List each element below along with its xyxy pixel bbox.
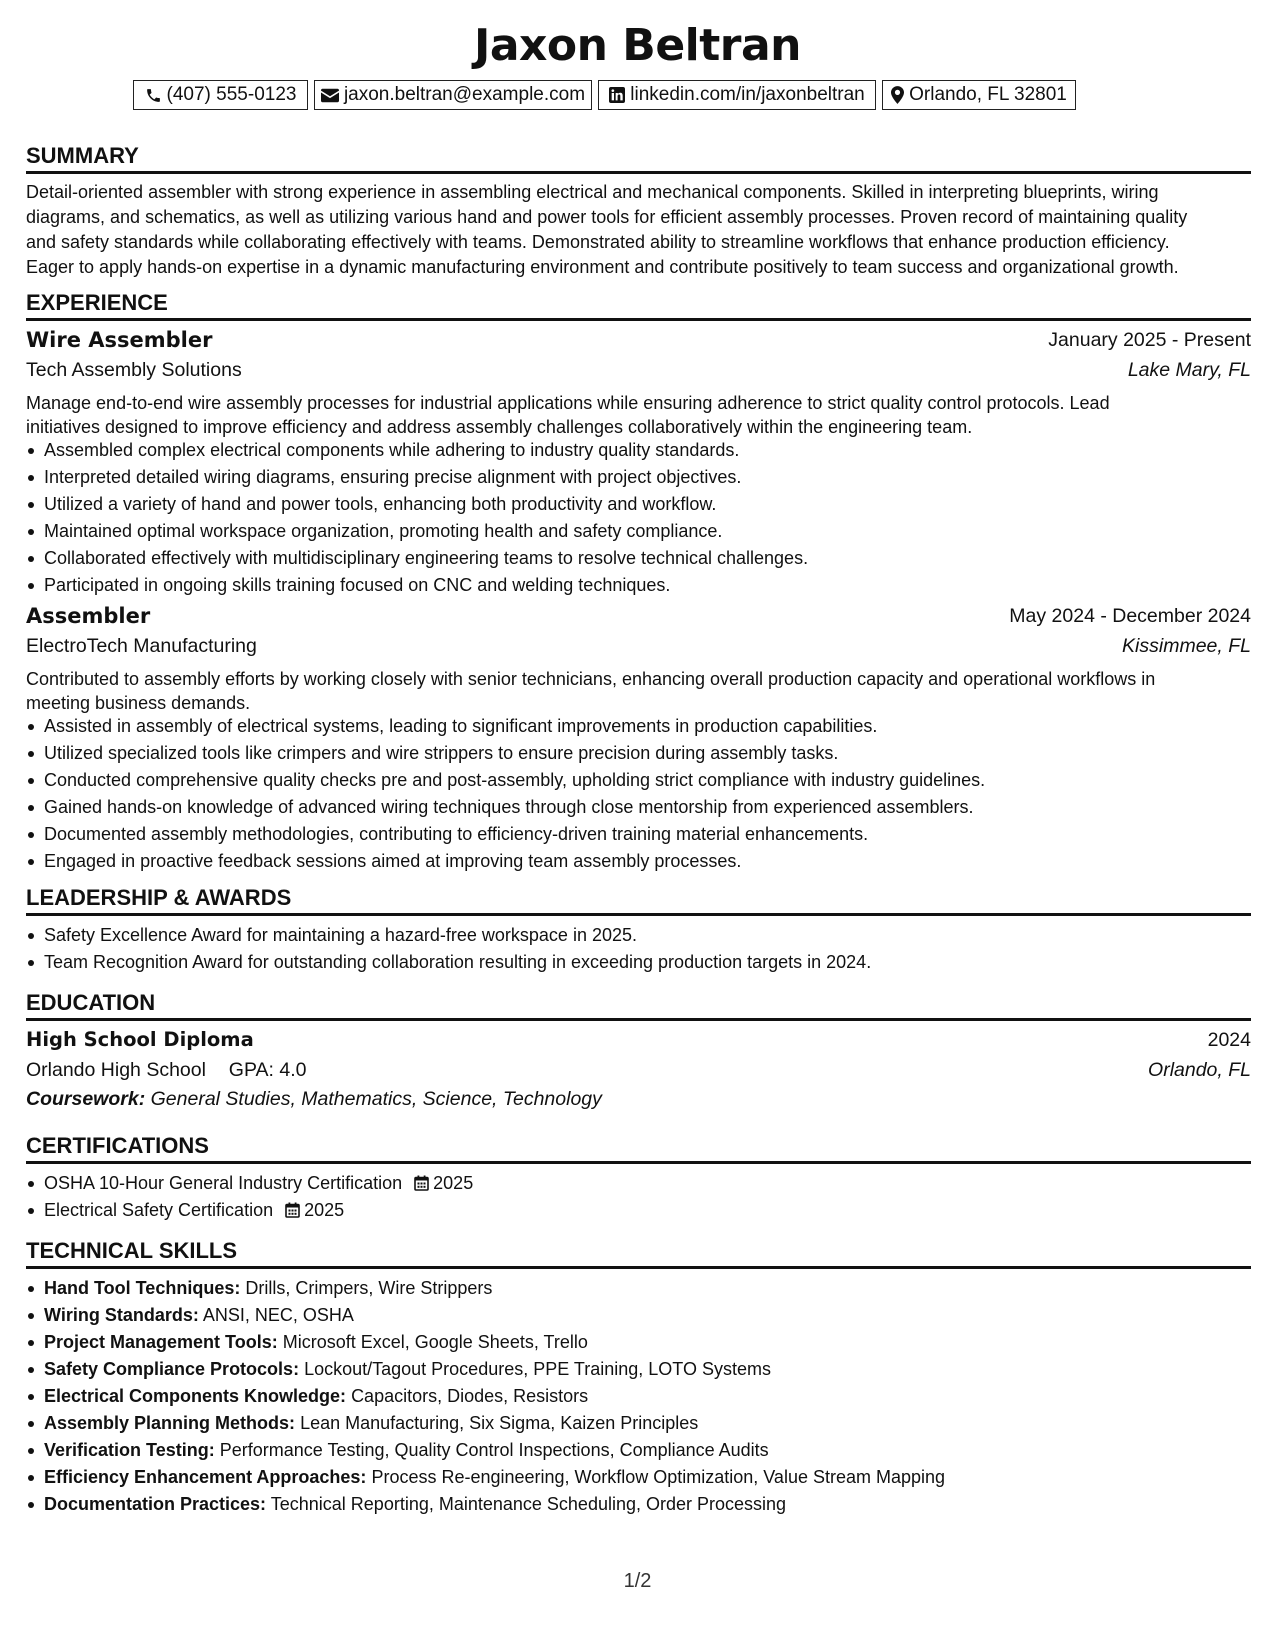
list-item: Conducted comprehensive quality checks pre and post-assembly, upholding strict compliance with industry guidelines. xyxy=(44,767,1264,794)
description-line: meeting business demands. xyxy=(26,693,251,713)
certification-name: Electrical Safety Certification xyxy=(44,1200,274,1220)
list-item xyxy=(44,1410,1264,1437)
skill-value: Process Re-engineering, Workflow Optimization, Value Stream Mapping xyxy=(371,1467,946,1487)
candidate-name: Jaxon Beltran xyxy=(473,20,802,71)
skill-label: Wiring Standards: xyxy=(44,1305,199,1325)
list-item xyxy=(44,1464,1264,1491)
summary-line: and safety standards while collaborating effectively with teams. Demonstrated ability to streamline workflows that enhance production efficiency. xyxy=(26,232,1170,252)
skill-label: Electrical Components Knowledge: xyxy=(44,1386,347,1406)
summary-heading: SUMMARY xyxy=(26,143,139,168)
envelope-icon xyxy=(321,88,339,103)
skill-value: Microsoft Excel, Google Sheets, Trello xyxy=(282,1332,588,1352)
map-pin-icon xyxy=(891,86,904,104)
list-item xyxy=(44,1302,1264,1329)
company-name: ElectroTech Manufacturing xyxy=(26,635,257,657)
list-item xyxy=(44,1491,1264,1518)
list-item: Engaged in proactive feedback sessions aimed at improving team assembly processes. xyxy=(44,848,1264,875)
list-item: Interpreted detailed wiring diagrams, ensuring precise alignment with project objectives. xyxy=(44,464,1264,491)
list-item xyxy=(44,1329,1264,1356)
list-item: Assembled complex electrical components while adhering to industry quality standards. xyxy=(44,437,1264,464)
section-divider xyxy=(26,1018,1251,1021)
leadership-heading: LEADERSHIP & AWARDS xyxy=(26,885,292,910)
certification-name: OSHA 10-Hour General Industry Certification xyxy=(44,1173,403,1193)
linkedin-text: linkedin.com/in/jaxonbeltran xyxy=(630,84,865,105)
school-name: Orlando High School xyxy=(26,1059,206,1081)
job-location: Lake Mary, FL xyxy=(1127,359,1251,381)
job-dates: May 2024 - December 2024 xyxy=(1009,605,1251,627)
section-divider xyxy=(26,913,1251,916)
summary-line: Eager to apply hands-on expertise in a dynamic manufacturing environment and contribute positively to team success and organizational growth. xyxy=(26,257,1179,277)
certification-year: 2025 xyxy=(304,1200,345,1220)
graduation-year: 2024 xyxy=(1207,1029,1251,1051)
list-item: Safety Excellence Award for maintaining a hazard-free workspace in 2025. xyxy=(44,922,1264,949)
skill-label: Project Management Tools: xyxy=(44,1332,278,1352)
company-name: Tech Assembly Solutions xyxy=(26,359,242,381)
skills-heading: TECHNICAL SKILLS xyxy=(26,1238,238,1263)
list-item xyxy=(44,1437,1264,1464)
location-contact xyxy=(882,80,1076,110)
description-line: Manage end-to-end wire assembly processes for industrial applications while ensuring adherence to strict quality control protocols. Lead xyxy=(26,393,1110,413)
section-divider xyxy=(26,318,1251,321)
certifications-list xyxy=(26,1170,1264,1224)
list-item: Maintained optimal workspace organization, promoting health and safety compliance. xyxy=(44,518,1264,545)
job-title: Assembler xyxy=(26,604,151,628)
list-item: Collaborated effectively with multidisciplinary engineering teams to resolve technical challenges. xyxy=(44,545,1264,572)
job-title: Wire Assembler xyxy=(26,328,213,352)
skill-label: Safety Compliance Protocols: xyxy=(44,1359,300,1379)
list-item xyxy=(44,1170,1264,1197)
list-item: Participated in ongoing skills training focused on CNC and welding techniques. xyxy=(44,572,1264,599)
summary-line: diagrams, and schematics, as well as utilizing various hand and power tools for efficient assembly processes. Proven record of maintaining quality xyxy=(26,207,1188,227)
email-contact[interactable] xyxy=(314,80,592,110)
linkedin-contact[interactable] xyxy=(598,80,876,110)
education-heading: EDUCATION xyxy=(26,990,156,1015)
linkedin-icon xyxy=(609,87,625,103)
skill-value: Performance Testing, Quality Control Inspections, Compliance Audits xyxy=(219,1440,769,1460)
skill-value: ANSI, NEC, OSHA xyxy=(202,1305,354,1325)
skill-label: Documentation Practices: xyxy=(44,1494,267,1514)
list-item xyxy=(44,1383,1264,1410)
skill-value: Capacitors, Diodes, Resistors xyxy=(351,1386,589,1406)
calendar-icon xyxy=(285,1202,300,1218)
section-divider xyxy=(26,1266,1251,1269)
phone-text: (407) 555-0123 xyxy=(166,84,297,105)
job-location: Kissimmee, FL xyxy=(1122,635,1251,657)
skill-value: Technical Reporting, Maintenance Scheduling, Order Processing xyxy=(270,1494,787,1514)
section-divider xyxy=(26,171,1251,174)
job-description xyxy=(26,391,1254,439)
email-text: jaxon.beltran@example.com xyxy=(343,84,586,105)
awards-list xyxy=(26,922,1264,976)
certification-year: 2025 xyxy=(433,1173,474,1193)
calendar-icon xyxy=(414,1175,429,1191)
location-text: Orlando, FL 32801 xyxy=(909,84,1067,105)
coursework-list: General Studies, Mathematics, Science, Technology xyxy=(150,1088,602,1110)
skill-label: Assembly Planning Methods: xyxy=(44,1413,296,1433)
skills-list xyxy=(26,1275,1264,1518)
summary-line: Detail-oriented assembler with strong experience in assembling electrical and mechanical components. Skilled in interpreting blueprints, wiring xyxy=(26,182,1159,202)
skill-value: Drills, Crimpers, Wire Strippers xyxy=(245,1278,493,1298)
degree-name: High School Diploma xyxy=(26,1028,254,1051)
page-number: 1/2 xyxy=(623,1570,652,1592)
list-item xyxy=(44,1356,1264,1383)
gpa: GPA: 4.0 xyxy=(228,1059,307,1081)
list-item: Utilized specialized tools like crimpers and wire strippers to ensure precision during assembly tasks. xyxy=(44,740,1264,767)
description-line: Contributed to assembly efforts by working closely with senior technicians, enhancing overall production capacity and operational workflows in xyxy=(26,669,1156,689)
list-item: Team Recognition Award for outstanding collaboration resulting in exceeding production targets in 2024. xyxy=(44,949,1264,976)
list-item: Gained hands-on knowledge of advanced wiring techniques through close mentorship from experienced assemblers. xyxy=(44,794,1264,821)
section-divider xyxy=(26,1161,1251,1164)
list-item: Utilized a variety of hand and power tools, enhancing both productivity and workflow. xyxy=(44,491,1264,518)
job-dates: January 2025 - Present xyxy=(1048,329,1251,351)
skill-label: Efficiency Enhancement Approaches: xyxy=(44,1467,367,1487)
experience-heading: EXPERIENCE xyxy=(26,290,168,315)
skill-value: Lockout/Tagout Procedures, PPE Training, LOTO Systems xyxy=(304,1359,771,1379)
school-info xyxy=(26,1059,306,1082)
skill-label: Verification Testing: xyxy=(44,1440,215,1460)
list-item xyxy=(44,1275,1264,1302)
job-bullets xyxy=(26,713,1264,883)
skill-value: Lean Manufacturing, Six Sigma, Kaizen Principles xyxy=(300,1413,699,1433)
job-bullets xyxy=(26,437,1264,607)
certifications-heading: CERTIFICATIONS xyxy=(26,1133,209,1158)
coursework xyxy=(26,1088,602,1111)
description-line: initiatives designed to improve efficiency and address assembly challenges collaboratively within the engineering team. xyxy=(26,417,973,437)
job-description xyxy=(26,667,1254,715)
skill-label: Hand Tool Techniques: xyxy=(44,1278,241,1298)
phone-icon xyxy=(145,87,162,104)
school-location: Orlando, FL xyxy=(1148,1059,1251,1081)
coursework-label: Coursework: xyxy=(26,1088,146,1110)
summary-text xyxy=(26,180,1254,280)
list-item: Documented assembly methodologies, contributing to efficiency-driven training material enhancements. xyxy=(44,821,1264,848)
phone-contact[interactable] xyxy=(133,80,308,110)
list-item xyxy=(44,1197,1264,1224)
list-item: Assisted in assembly of electrical systems, leading to significant improvements in production capabilities. xyxy=(44,713,1264,740)
